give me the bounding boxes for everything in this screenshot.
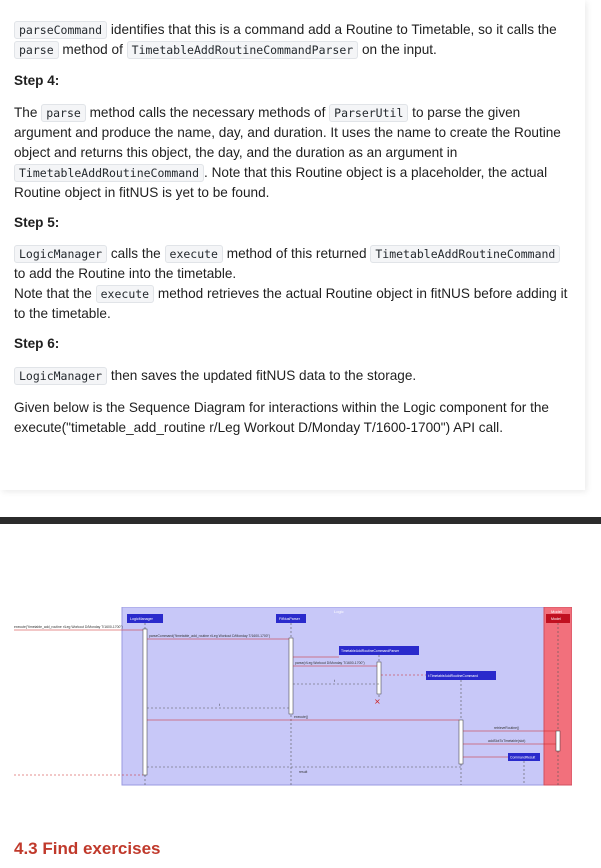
step5-heading: Step 5:	[14, 215, 60, 230]
step4-heading: Step 4:	[14, 73, 60, 88]
code-execute: execute	[165, 245, 223, 263]
participant-command-label: t:TimetableAddRoutineCommand	[428, 674, 479, 678]
code-parsecommand: parseCommand	[14, 21, 107, 39]
participant-logicmanager-label: LogicManager	[130, 617, 153, 621]
participant-parser-label: TimetableAddRoutineCommandParser	[341, 649, 400, 653]
msg-addtotimetable: addSlotToTimetable(slot)	[488, 739, 526, 743]
destroy-marker: ×	[374, 697, 381, 706]
section-title: 4.3 Find exercises	[14, 839, 161, 858]
msg-execute-api: execute("timetable_add_routine r/Leg Workout D/Monday T/1600-1700")	[14, 625, 123, 629]
step6-heading: Step 6:	[14, 336, 60, 351]
diagram-summary: Given below is the Sequence Diagram for interactions within the Logic component for the execute("timetable_add_routine r/Leg Workout D/Monday T/1600-1700") API call.	[14, 400, 549, 435]
step6-paragraph: LogicManager then saves the updated fitNUS data to the storage.	[14, 366, 574, 386]
return-result: result	[299, 770, 308, 774]
msg-parse: parse(r/Leg Workout D/Monday T/1600-1700")	[295, 661, 365, 665]
participant-model-label: Model	[551, 617, 561, 621]
code-parse: parse	[41, 104, 86, 122]
step5-paragraph: LogicManager calls the execute method of this returned TimetableAddRoutineCommand to add the Routine into the timetable. Note that the execute method retrieves the actual Routine object in fitNUS before adding it to the timetable.	[14, 246, 568, 321]
return-t1: t	[334, 679, 335, 683]
code-execute: execute	[96, 285, 154, 303]
participant-fitnusparser-label: FitNusParser	[279, 617, 300, 621]
msg-execute: execute()	[294, 715, 309, 719]
return-t2: t	[219, 703, 220, 707]
code-parse: parse	[14, 41, 59, 59]
sequence-diagram	[14, 607, 572, 787]
logic-frame-label: Logic	[334, 609, 344, 614]
page-divider	[0, 517, 601, 524]
msg-retrieve: retrieveRoutine()	[494, 726, 520, 730]
intro-paragraph: parseCommand identifies that this is a command add a Routine to Timetable, so it calls the parse method of TimetableAddRoutineCommandParser on the input.	[14, 20, 574, 60]
code-command-class: TimetableAddRoutineCommand	[370, 245, 560, 263]
code-logicmanager: LogicManager	[14, 367, 107, 385]
msg-parsecommand: parseCommand("timetable_add_routine r/Leg Workout D/Monday T/1600-1700")	[149, 634, 271, 638]
code-parserutil: ParserUtil	[329, 104, 408, 122]
participant-commandresult-label: CommandResult	[510, 755, 536, 760]
model-frame-label: Model	[551, 609, 562, 614]
code-parser-class: TimetableAddRoutineCommandParser	[127, 41, 359, 59]
code-logicmanager: LogicManager	[14, 245, 107, 263]
step4-paragraph: The parse method calls the necessary methods of ParserUtil to parse the given argument and produce the name, day, and duration. It uses the name to create the Routine object and returns this object, the day, and the duration as an argument in TimetableAddRoutineCommand . Note that this Routine object is a placeholder, the actual Routine object in fitNUS is yet to be found.	[14, 105, 561, 200]
code-command-class: TimetableAddRoutineCommand	[14, 164, 204, 182]
